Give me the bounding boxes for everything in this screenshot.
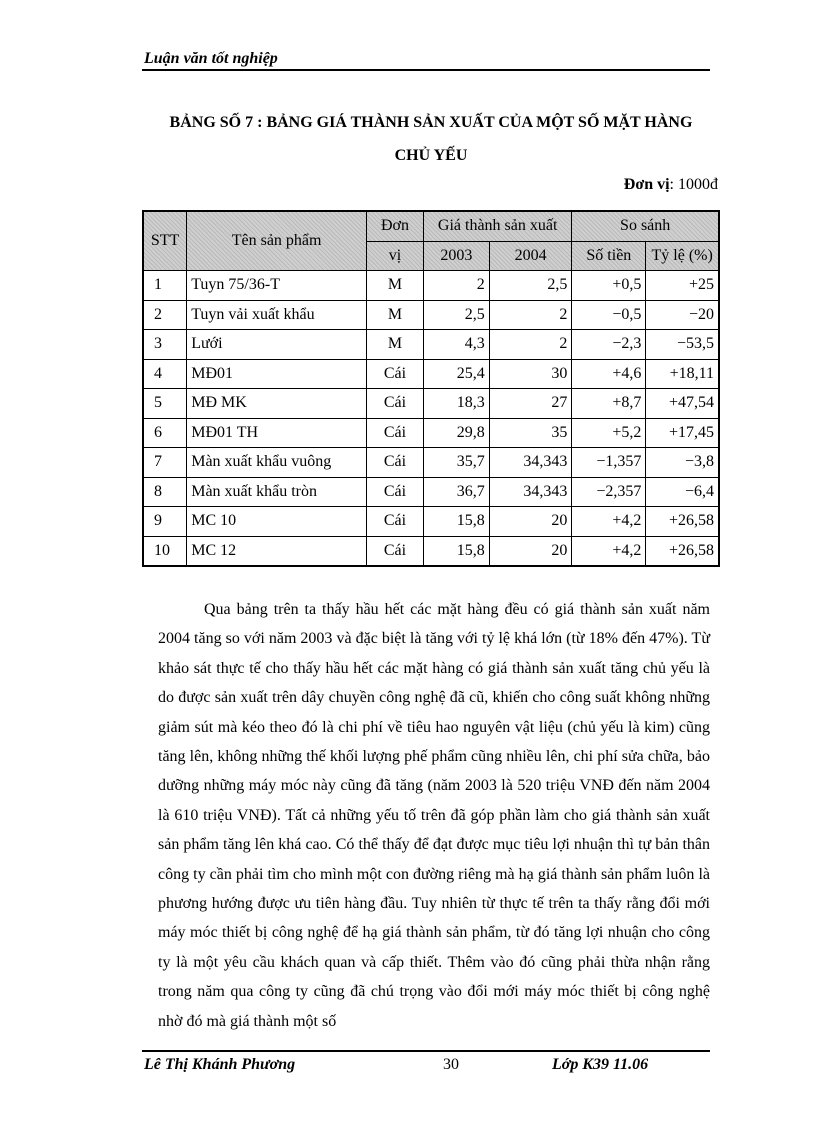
- unit-note: [624, 176, 718, 194]
- cell-stt: 10: [143, 536, 187, 566]
- cell-stt: 7: [143, 448, 187, 478]
- table-row: [143, 389, 719, 419]
- cell-ratio: −6,4: [646, 477, 719, 507]
- cell-stt: 6: [143, 418, 187, 448]
- table-title-line1: BẢNG SỐ 7 : BẢNG GIÁ THÀNH SẢN XUẤT CỦA MỘT SỐ MẶT HÀNG: [169, 114, 693, 131]
- cell-stt: 5: [143, 389, 187, 419]
- cell-stt: 4: [143, 359, 187, 389]
- cell-name: MĐ01 TH: [187, 418, 367, 448]
- cell-name: MĐ MK: [187, 389, 367, 419]
- header-2004: 2004: [489, 241, 572, 271]
- cell-name: Tuyn vải xuất khẩu: [187, 300, 367, 330]
- price-table: [142, 210, 720, 567]
- cell-amount: +8,7: [572, 389, 646, 419]
- cell-amount: −2,3: [572, 330, 646, 360]
- cell-amount: +4,2: [572, 507, 646, 537]
- cell-2004: 2: [489, 300, 572, 330]
- cell-2004: 20: [489, 507, 572, 537]
- footer-rule: [142, 1050, 710, 1052]
- cell-name: Lưới: [187, 330, 367, 360]
- cell-ratio: −53,5: [646, 330, 719, 360]
- header-unit-top: Đơn: [366, 211, 423, 241]
- cell-ratio: +47,54: [646, 389, 719, 419]
- table-title: [142, 106, 720, 172]
- table-row: [143, 359, 719, 389]
- cell-unit: M: [366, 330, 423, 360]
- cell-2004: 20: [489, 536, 572, 566]
- cell-2004: 2: [489, 330, 572, 360]
- header-amount: Số tiền: [572, 241, 646, 271]
- header-compare: So sánh: [572, 211, 719, 241]
- cell-name: Màn xuất khẩu tròn: [187, 477, 367, 507]
- table-row: [143, 536, 719, 566]
- cell-2003: 2,5: [423, 300, 489, 330]
- cell-ratio: −3,8: [646, 448, 719, 478]
- cell-amount: +4,6: [572, 359, 646, 389]
- unit-value: : 1000đ: [669, 176, 718, 193]
- cell-ratio: +25: [646, 271, 719, 301]
- cell-amount: +5,2: [572, 418, 646, 448]
- cell-2003: 36,7: [423, 477, 489, 507]
- cell-2004: 34,343: [489, 477, 572, 507]
- cell-2003: 15,8: [423, 536, 489, 566]
- table-row: [143, 330, 719, 360]
- header-ratio: Tỷ lệ (%): [646, 241, 719, 271]
- footer-class: Lớp K39 11.06: [552, 1056, 649, 1073]
- cell-2003: 18,3: [423, 389, 489, 419]
- cell-ratio: +18,11: [646, 359, 719, 389]
- footer-author: Lê Thị Khánh Phương: [144, 1056, 296, 1073]
- cell-amount: +0,5: [572, 271, 646, 301]
- cell-2003: 35,7: [423, 448, 489, 478]
- cell-amount: −0,5: [572, 300, 646, 330]
- table-row: [143, 418, 719, 448]
- cell-name: Tuyn 75/36-T: [187, 271, 367, 301]
- cell-amount: +4,2: [572, 536, 646, 566]
- cell-unit: Cái: [366, 448, 423, 478]
- cell-unit: Cái: [366, 507, 423, 537]
- cell-name: Màn xuất khẩu vuông: [187, 448, 367, 478]
- header-cost: Giá thành sản xuất: [423, 211, 571, 241]
- cell-2004: 34,343: [489, 448, 572, 478]
- cell-unit: Cái: [366, 418, 423, 448]
- table-row: [143, 448, 719, 478]
- cell-unit: Cái: [366, 359, 423, 389]
- cell-2003: 4,3: [423, 330, 489, 360]
- cell-ratio: −20: [646, 300, 719, 330]
- cell-name: MC 12: [187, 536, 367, 566]
- table-row: [143, 477, 719, 507]
- cell-2003: 2: [423, 271, 489, 301]
- table-title-line2: CHỦ YẾU: [394, 147, 468, 164]
- table-row: [143, 271, 719, 301]
- cell-2003: 25,4: [423, 359, 489, 389]
- cell-ratio: +26,58: [646, 536, 719, 566]
- unit-label: Đơn vị: [623, 176, 670, 193]
- cell-amount: −1,357: [572, 448, 646, 478]
- cell-2004: 30: [489, 359, 572, 389]
- header-stt: STT: [143, 211, 187, 271]
- cell-ratio: +26,58: [646, 507, 719, 537]
- cell-2004: 27: [489, 389, 572, 419]
- cell-name: MC 10: [187, 507, 367, 537]
- running-header: Luận văn tốt nghiệp: [144, 50, 278, 67]
- header-unit-bottom: vị: [366, 241, 423, 271]
- cell-stt: 2: [143, 300, 187, 330]
- cell-stt: 8: [143, 477, 187, 507]
- header-rule: [142, 69, 710, 71]
- cell-unit: Cái: [366, 389, 423, 419]
- cell-2004: 2,5: [489, 271, 572, 301]
- table-row: [143, 507, 719, 537]
- cell-2004: 35: [489, 418, 572, 448]
- cell-unit: M: [366, 300, 423, 330]
- cell-stt: 9: [143, 507, 187, 537]
- cell-unit: Cái: [366, 536, 423, 566]
- cell-unit: M: [366, 271, 423, 301]
- body-paragraph: Qua bảng trên ta thấy hầu hết các mặt hàng đều có giá thành sản xuất năm 2004 tăng so với năm 2003 và đặc biệt là tăng với tỷ lệ khá lớn (từ 18% đến 47%). Từ khảo sát thực tế cho thấy hầu hết các mặt hàng có giá thành sản xuất tăng chủ yếu là do được sản xuất trên dây chuyền công nghệ đã cũ, khiến cho công suất không những giảm sút mà kéo theo đó là chi phí về tiêu hao nguyên vật liệu (chủ yếu là kim) cũng tăng lên, không những thế khối lượng phế phẩm cũng nhiều lên, chi phí sửa chữa, bảo dưỡng những máy móc này cũng đã tăng (năm 2003 là 520 triệu VNĐ đến năm 2004 là 610 triệu VNĐ). Tất cả những yếu tố trên đã góp phần làm cho giá thành sản xuất sản phẩm tăng lên khá cao. Có thể thấy để đạt được mục tiêu lợi nhuận thì tự bản thân công ty cần phải tìm cho mình một con đường riêng mà hạ giá thành sản phẩm luôn là phương hướng được ưu tiên hàng đầu. Tuy nhiên từ thực tế trên ta thấy rằng đổi mới máy móc thiết bị công nghệ để hạ giá thành sản phẩm, từ đó tăng lợi nhuận cho công ty là một yêu cầu khách quan và cấp thiết. Thêm vào đó cũng phải thừa nhận rằng trong năm qua công ty cũng đã chú trọng vào đổi mới máy móc thiết bị công nghệ nhờ đó mà giá thành một số: [158, 601, 710, 1030]
- table-body: [143, 271, 719, 567]
- cell-stt: 3: [143, 330, 187, 360]
- table-row: [143, 300, 719, 330]
- header-2003: 2003: [423, 241, 489, 271]
- page-number: 30: [443, 1056, 459, 1073]
- cell-name: MĐ01: [187, 359, 367, 389]
- cell-2003: 29,8: [423, 418, 489, 448]
- cell-amount: −2,357: [572, 477, 646, 507]
- header-name: Tên sản phẩm: [187, 211, 367, 271]
- cell-unit: Cái: [366, 477, 423, 507]
- cell-2003: 15,8: [423, 507, 489, 537]
- cell-stt: 1: [143, 271, 187, 301]
- cell-ratio: +17,45: [646, 418, 719, 448]
